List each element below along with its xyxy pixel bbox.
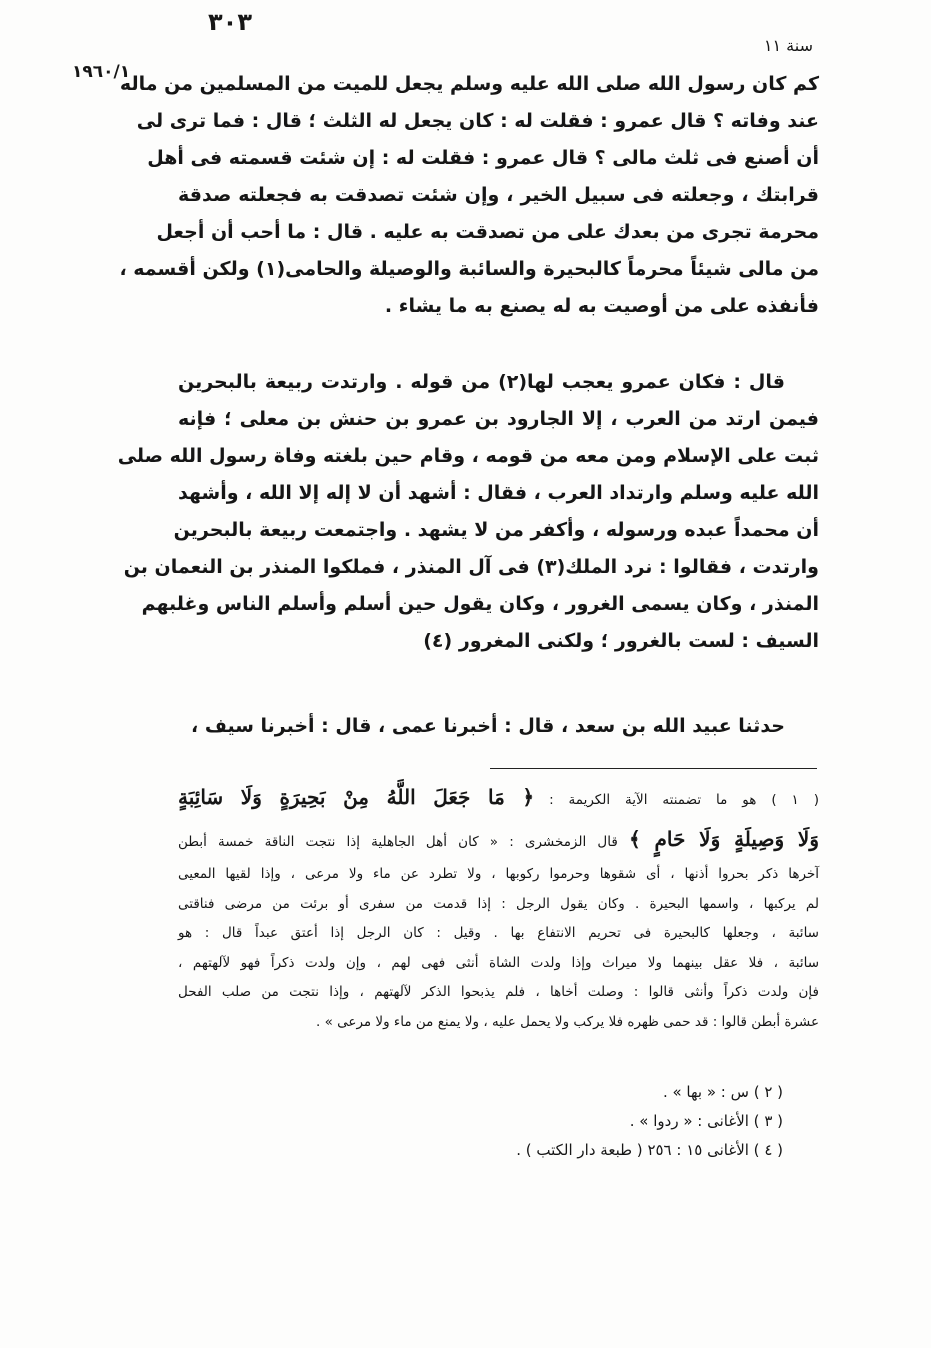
text-line: فيمن ارتد من العرب ، إلا الجارود بن عمرو بن حنش بن معلى ؛ فإنه bbox=[178, 408, 819, 430]
footnote-line bbox=[178, 776, 819, 818]
text-line: محرمة تجرى من بعدك على من تصدقت به عليه . قال : ما أحب أن أجعل bbox=[156, 221, 819, 243]
page-number: ٣٠٣ bbox=[208, 8, 252, 36]
text-line: أن أصنع فى ثلث مالى ؟ قال عمرو : فقلت له : إن شئت قسمته فى أهل bbox=[147, 147, 819, 169]
footnote-line: لم يركبها ، واسمها البحيرة . وكان يقول الرجل : إذا قدمت من سفرى أو برئت من مرضى فناقتى bbox=[178, 895, 819, 912]
footnote-line: فإن ولدت ذكراً وأنثى قالوا : وصلت أخاها ، فلم يذبحوا الذكر لآلهتهم ، وإذا نتجت من صلب الفحل bbox=[178, 984, 819, 1000]
footnote-3: ( ٣ ) الأغانى : « ردوا » . bbox=[629, 1112, 783, 1130]
text-line: وارتدت ، فقالوا : نرد الملك(٣) فى آل المنذر ، فملكوا المنذر بن النعمان بن bbox=[123, 556, 819, 578]
footnote-line: سائبة ، فلا عقل بينهما ولا ميراث وإذا ولدت الشاة أنثى فهى لهم ، وإن ولدت ذكراً فهو لآلهتهم ، bbox=[178, 954, 819, 971]
footnote-intro: ( ١ ) هو ما تضمنته الآية الكريمة : bbox=[549, 792, 819, 808]
text-line: أن محمداً عبده ورسوله ، وأكفر من لا يشهد . واجتمعت ربيعة بالبحرين bbox=[173, 519, 819, 541]
text-line: عند وفاته ؟ قال عمرو : فقلت له : كان يجعل له الثلث ؛ قال : فما ترى لى bbox=[136, 110, 819, 132]
text-line: قرابتك ، وجعلته فى سبيل الخير ، وإن شئت تصدقت به فجعلته صدقة bbox=[178, 184, 819, 206]
footnote-1 bbox=[178, 776, 819, 1037]
paragraph-2 bbox=[117, 364, 819, 660]
footnote-line bbox=[178, 818, 819, 860]
footnote-2: ( ٢ ) س : « بها » . bbox=[662, 1083, 783, 1101]
footnote-separator bbox=[490, 768, 817, 769]
footnote-text: قال الزمخشرى : « كان أهل الجاهلية إذا نتجت الناقة خمسة أبطن bbox=[178, 834, 618, 850]
text-line: حدثنا عبيد الله بن سعد ، قال : أخبرنا عمى ، قال : أخبرنا سيف ، bbox=[190, 715, 785, 737]
footnote-line: عشرة أبطن قالوا : قد حمى ظهره فلا يركب ولا يحمل عليه ، ولا يمنع من ماء ولا مرعى » . bbox=[316, 1013, 819, 1030]
margin-reference: ١٩٦٠/١ bbox=[72, 62, 131, 82]
footnote-line: آخرها ذكر بحروا أذنها ، أى شقوها وحرموا ركوبها ، ولا تطرد عن ماء ولا مرعى ، وإذا لقيها المعيى bbox=[178, 866, 819, 882]
running-header-year: سنة ١١ bbox=[763, 36, 813, 55]
quran-verse: ﴿ مَا جَعَلَ اللَّهُ مِنْ بَحِيرَةٍ وَلَا سَائِبَةٍ bbox=[178, 785, 535, 809]
text-line: كم كان رسول الله صلى الله عليه وسلم يجعل للميت من المسلمين من ماله bbox=[119, 73, 819, 95]
footnotes-2-4 bbox=[178, 1078, 783, 1165]
text-line: المنذر ، وكان يسمى الغرور ، وكان يقول حين أسلم وأسلم الناس وغلبهم bbox=[141, 593, 819, 615]
paragraph-1 bbox=[119, 66, 819, 325]
quran-verse: وَلَا وَصِيلَةٍ وَلَا حَامٍ ﴾ bbox=[628, 827, 819, 851]
footnote-4: ( ٤ ) الأغانى ١٥ : ٢٥٦ ( طبعة دار الكتب ) . bbox=[516, 1141, 783, 1159]
paragraph-3 bbox=[178, 708, 819, 745]
text-line: الله عليه وسلم وارتداد العرب ، فقال : أشهد أن لا إله إلا الله ، وأشهد bbox=[178, 482, 819, 504]
footnote-line: سائبة ، وجعلها كالبحيرة فى تحريم الانتفاع بها . وقيل : كان الرجل إذا أعتق عبداً قال : هو bbox=[178, 925, 819, 941]
text-line: ثبت على الإسلام ومن معه من قومه ، وقام حين بلغته وفاة رسول الله صلى bbox=[117, 445, 819, 467]
text-line: من مالى شيئاً محرماً كالبحيرة والسائبة والوصيلة والحامى(١) ولكن أقسمه ، bbox=[119, 258, 819, 280]
text-line: قال : فكان عمرو يعجب لها(٢) من قوله . وارتدت ربيعة بالبحرين bbox=[178, 371, 785, 393]
text-line: فأنفذه على من أوصيت به له يصنع به ما يشاء . bbox=[384, 295, 819, 317]
text-line: السيف : لست بالغرور ؛ ولكنى المغرور (٤) bbox=[423, 630, 819, 652]
